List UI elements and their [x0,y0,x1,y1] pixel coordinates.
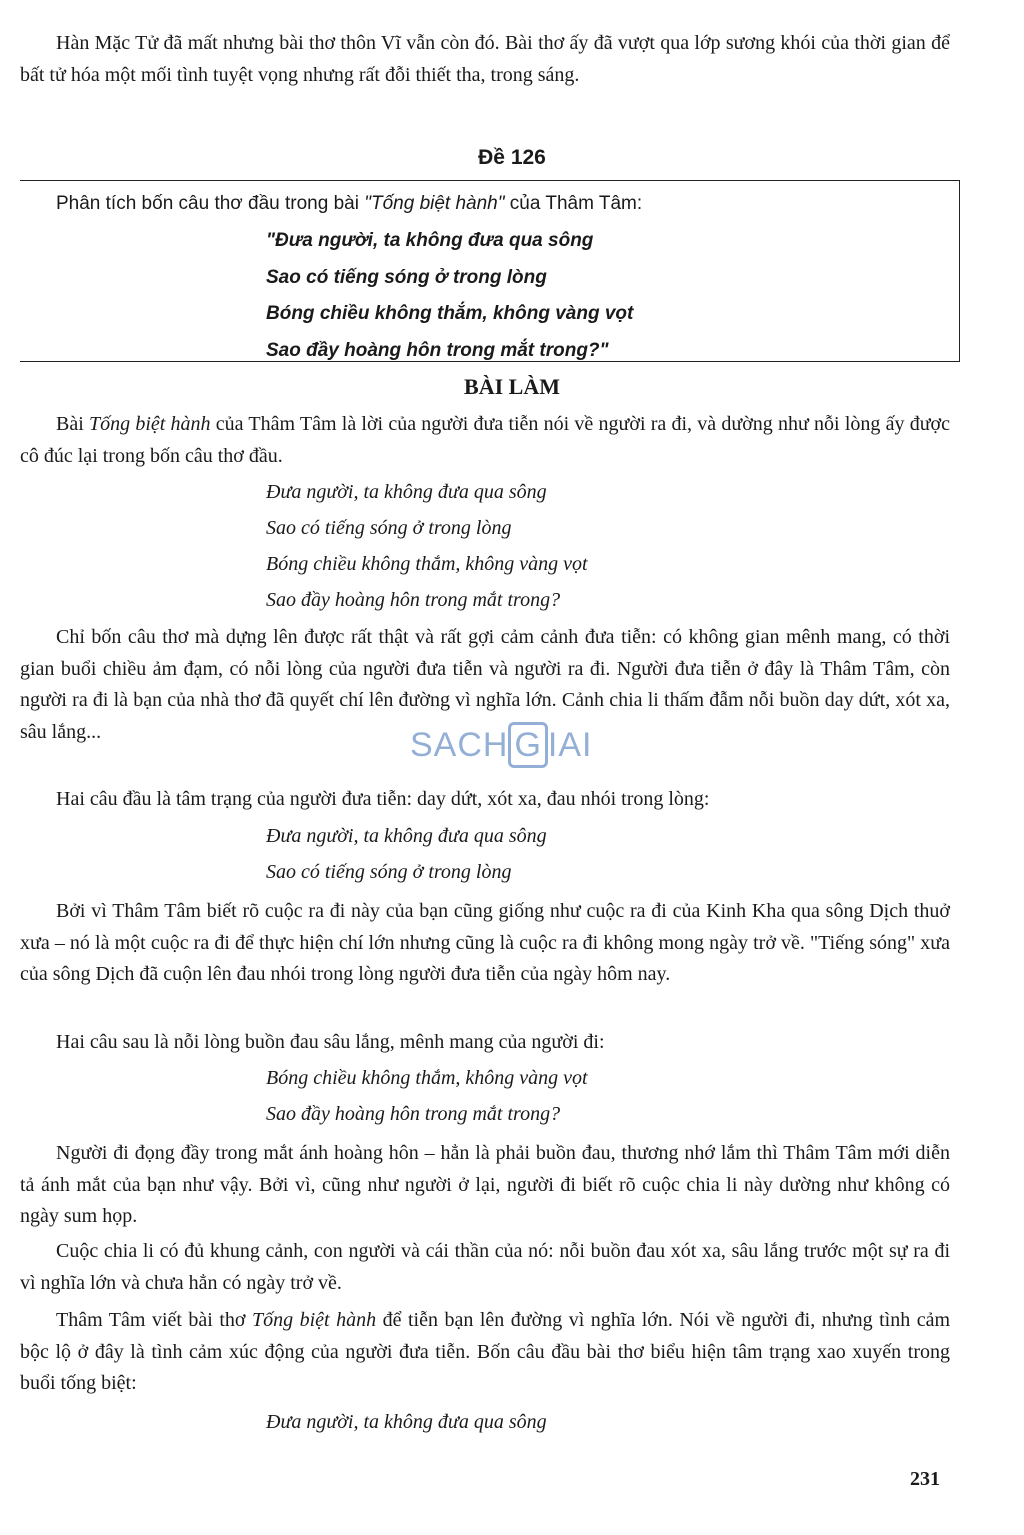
essay-paragraph-2: Chỉ bốn câu thơ mà dựng lên được rất thật và rất gợi cảm cảnh đưa tiễn: có không gian mênh mang, có thời gian buổi chiều ảm đạm, có nỗi lòng của người đưa tiễn và người ra đi. Người đưa tiễn ở đây là Thâm Tâm, còn người ra đi là bạn của nhà thơ đã quyết chí lên đường vì nghĩa lớn. Cảnh chia li thấm đẫm nỗi buồn day dứt, xót xa, sâu lắng... [20,626,950,743]
essay-paragraph-4: Bởi vì Thâm Tâm biết rõ cuộc ra đi này của bạn cũng giống như cuộc ra đi của Kinh Kha qua sông Dịch thuở xưa – nó là một cuộc ra đi để thực hiện chí lớn nhưng cũng là cuộc ra đi không mong ngày trở về. "Tiếng sóng" xưa của sông Dịch đã cuộn lên đau nhói trong lòng người đưa tiễn của ngày hôm nay. [20,900,950,985]
p8-before: Thâm Tâm viết bài thơ [56,1309,252,1331]
verse-block-1 [266,474,588,618]
verse-line: "Đưa người, ta không đưa qua sông [266,230,594,251]
essay-paragraph-8 [20,1305,950,1400]
exercise-prompt [56,193,642,215]
watermark-g-icon: G [508,722,547,768]
prompt-before: Phân tích bốn câu thơ đầu trong bài [56,193,365,214]
verse-line: Bóng chiều không thắm, không vàng vọt [266,303,634,324]
exercise-heading: Đề 126 [478,146,546,169]
verse-line: Đưa người, ta không đưa qua sông [266,825,547,847]
verse-line: Sao đầy hoàng hôn trong mắt trong? [266,589,561,611]
exercise-box [20,180,960,362]
page-number: 231 [910,1468,940,1490]
exercise-verses [266,223,633,369]
verse-line: Sao có tiếng sóng ở trong lòng [266,266,547,288]
verse-block-2 [266,818,547,890]
verse-line: Bóng chiều không thắm, không vàng vọt [266,553,588,575]
verse-line: Sao có tiếng sóng ở trong lòng [266,861,512,883]
watermark-right: IAI [547,726,593,764]
verse-line: Bóng chiều không thắm, không vàng vọt [266,1067,588,1089]
essay-paragraph-1 [20,409,950,472]
p1-after: của Thâm Tâm là lời của người đưa tiễn nói về người ra đi, và dường như nỗi lòng ấy được cô đúc lại trong bốn câu thơ đầu. [20,413,950,467]
p8-after: để tiễn bạn lên đường vì nghĩa lớn. Nói về người đi, nhưng tình cảm bộc lộ ở đây là tình cảm xúc động của người đưa tiễn. Bốn câu đầu bài thơ biểu hiện tâm trạng xao xuyến trong buổi tống biệt: [20,1309,951,1394]
prompt-poem-title: "Tống biệt hành" [364,193,505,214]
p1-poem-title: Tống biệt hành [89,413,211,435]
verse-line: Sao đầy hoàng hôn trong mắt trong?" [266,339,609,361]
watermark-logo [410,722,593,768]
p8-poem-title: Tống biệt hành [252,1309,377,1331]
watermark-left: SACH [410,726,509,764]
p1-before: Bài [56,413,89,435]
verse-line: Đưa người, ta không đưa qua sông [266,481,547,503]
essay-paragraph-3: Hai câu đầu là tâm trạng của người đưa tiễn: day dứt, xót xa, đau nhói trong lòng: [56,788,710,810]
verse-line: Sao đầy hoàng hôn trong mắt trong? [266,1103,561,1125]
essay-paragraph-7: Cuộc chia li có đủ khung cảnh, con người và cái thần của nó: nỗi buồn đau xót xa, sâu lắng trước một sự ra đi vì nghĩa lớn và chưa hẳn có ngày trở về. [20,1240,950,1294]
essay-paragraph-6: Người đi đọng đầy trong mắt ánh hoàng hôn – hẳn là phải buồn đau, thương nhớ lắm thì Thâm Tâm mới diễn tả ánh mắt của bạn như vậy. Bởi vì, cũng như người ở lại, người đi biết rõ cuộc chia li này dường như không có ngày sum họp. [20,1142,950,1227]
essay-heading: BÀI LÀM [464,374,560,399]
verse-line: Đưa người, ta không đưa qua sông [266,1411,547,1433]
verse-line: Sao có tiếng sóng ở trong lòng [266,517,512,539]
essay-paragraph-5: Hai câu sau là nỗi lòng buồn đau sâu lắng, mênh mang của người đi: [56,1031,605,1053]
prompt-after: của Thâm Tâm: [504,193,643,214]
verse-block-4 [266,1404,547,1440]
verse-block-3 [266,1060,588,1132]
intro-paragraph: Hàn Mặc Tử đã mất nhưng bài thơ thôn Vĩ vẫn còn đó. Bài thơ ấy đã vượt qua lớp sương khói của thời gian để bất tử hóa một mối tình tuyệt vọng nhưng rất đỗi thiết tha, trong sáng. [20,32,950,86]
